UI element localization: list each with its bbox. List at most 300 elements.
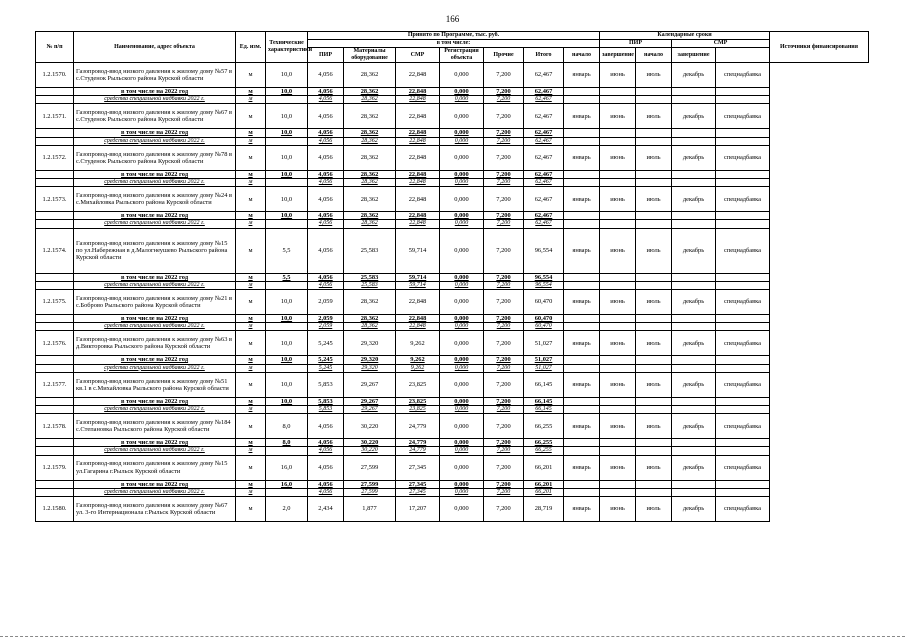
registration-cell: 0,000 bbox=[440, 179, 484, 187]
table-row bbox=[36, 145, 869, 170]
empty-cell bbox=[636, 406, 672, 414]
materials-cell: 29,267 bbox=[344, 372, 396, 397]
empty-cell bbox=[716, 137, 770, 145]
table-row bbox=[36, 187, 869, 212]
smr-cell: 23,825 bbox=[396, 406, 440, 414]
empty-cell bbox=[672, 273, 716, 281]
year-subtotal-label: в том числе на 2022 год bbox=[74, 356, 236, 364]
year-subtotal-label: в том числе на 2022 год bbox=[74, 315, 236, 323]
smr-cell: 24,779 bbox=[396, 414, 440, 439]
other-cell: 7,200 bbox=[484, 488, 524, 496]
header-smr: СМР bbox=[396, 48, 440, 63]
empty-cell bbox=[266, 488, 308, 496]
object-name: Газопровод-ввод низкого давления к жилому дому №15 по ул.Набережная в д.Малогнеушево Рыльского района Курской области bbox=[74, 228, 236, 273]
empty-cell bbox=[600, 273, 636, 281]
total-cell: 62,467 bbox=[524, 129, 564, 137]
smr-start-cell: июль bbox=[636, 331, 672, 356]
empty-cell bbox=[36, 129, 74, 137]
smr-cell: 22,848 bbox=[396, 63, 440, 88]
empty-cell bbox=[564, 96, 600, 104]
empty-cell bbox=[564, 220, 600, 228]
empty-cell bbox=[600, 406, 636, 414]
smr-cell: 22,848 bbox=[396, 323, 440, 331]
unit-cell: м bbox=[236, 187, 266, 212]
row-number: 1.2.1572. bbox=[36, 145, 74, 170]
empty-cell bbox=[564, 397, 600, 405]
source-cell: спецнадбавка bbox=[716, 63, 770, 88]
materials-cell: 28,362 bbox=[344, 315, 396, 323]
unit-cell: м bbox=[236, 439, 266, 447]
source-cell: спецнадбавка bbox=[716, 372, 770, 397]
empty-cell bbox=[672, 397, 716, 405]
materials-cell: 1,877 bbox=[344, 497, 396, 522]
empty-cell bbox=[636, 397, 672, 405]
special-surcharge-label: средства специальной надбавки 2022 г. bbox=[74, 96, 236, 104]
tech-cell: 10,0 bbox=[266, 356, 308, 364]
empty-cell bbox=[672, 480, 716, 488]
smr-cell: 24,779 bbox=[396, 439, 440, 447]
other-cell: 7,200 bbox=[484, 364, 524, 372]
registration-cell: 0,000 bbox=[440, 480, 484, 488]
registration-cell: 0,000 bbox=[440, 137, 484, 145]
unit-cell: м bbox=[236, 212, 266, 220]
registration-cell: 0,000 bbox=[440, 364, 484, 372]
table-body bbox=[36, 63, 869, 522]
special-surcharge-row bbox=[36, 488, 869, 496]
empty-cell bbox=[672, 281, 716, 289]
unit-cell: м bbox=[236, 406, 266, 414]
materials-cell: 30,220 bbox=[344, 414, 396, 439]
pir-start-cell: январь bbox=[564, 145, 600, 170]
special-surcharge-label: средства специальной надбавки 2022 г. bbox=[74, 281, 236, 289]
empty-cell bbox=[36, 439, 74, 447]
registration-cell: 0,000 bbox=[440, 331, 484, 356]
year-subtotal-row bbox=[36, 356, 869, 364]
smr-cell: 22,848 bbox=[396, 104, 440, 129]
pir-cell: 4,056 bbox=[308, 480, 344, 488]
materials-cell: 29,320 bbox=[344, 356, 396, 364]
empty-cell bbox=[564, 212, 600, 220]
registration-cell: 0,000 bbox=[440, 406, 484, 414]
empty-cell bbox=[672, 96, 716, 104]
pir-cell: 4,056 bbox=[308, 145, 344, 170]
other-cell: 7,200 bbox=[484, 406, 524, 414]
header-accepted: Принято по Программе, тыс. руб. bbox=[308, 32, 600, 40]
tech-cell: 10,0 bbox=[266, 290, 308, 315]
total-cell: 66,145 bbox=[524, 406, 564, 414]
tech-cell: 10,0 bbox=[266, 315, 308, 323]
source-cell: спецнадбавка bbox=[716, 187, 770, 212]
object-name: Газопровод-ввод низкого давления к жилому дому №67 ул. 3-го Интернационала г.Рыльск Курской области bbox=[74, 497, 236, 522]
pir-cell: 2,059 bbox=[308, 323, 344, 331]
smr-end-cell: декабрь bbox=[672, 104, 716, 129]
pir-cell: 4,056 bbox=[308, 187, 344, 212]
smr-cell: 22,848 bbox=[396, 88, 440, 96]
pir-start-cell: январь bbox=[564, 187, 600, 212]
table-row bbox=[36, 372, 869, 397]
special-surcharge-label: средства специальной надбавки 2022 г. bbox=[74, 137, 236, 145]
materials-cell: 28,362 bbox=[344, 179, 396, 187]
empty-cell bbox=[672, 364, 716, 372]
empty-cell bbox=[716, 220, 770, 228]
other-cell: 7,200 bbox=[484, 145, 524, 170]
source-cell: спецнадбавка bbox=[716, 228, 770, 273]
unit-cell: м bbox=[236, 331, 266, 356]
other-cell: 7,200 bbox=[484, 439, 524, 447]
source-cell: спецнадбавка bbox=[716, 290, 770, 315]
smr-cell: 22,848 bbox=[396, 220, 440, 228]
materials-cell: 28,362 bbox=[344, 323, 396, 331]
empty-cell bbox=[672, 356, 716, 364]
empty-cell bbox=[564, 406, 600, 414]
unit-cell: м bbox=[236, 137, 266, 145]
pir-start-cell: январь bbox=[564, 372, 600, 397]
empty-cell bbox=[600, 315, 636, 323]
year-subtotal-label: в том числе на 2022 год bbox=[74, 88, 236, 96]
unit-cell: м bbox=[236, 488, 266, 496]
smr-cell: 27,345 bbox=[396, 455, 440, 480]
pir-cell: 4,056 bbox=[308, 104, 344, 129]
smr-end-cell: декабрь bbox=[672, 497, 716, 522]
pir-cell: 4,056 bbox=[308, 137, 344, 145]
pir-cell: 4,056 bbox=[308, 179, 344, 187]
pir-cell: 5,853 bbox=[308, 406, 344, 414]
table-row bbox=[36, 63, 869, 88]
registration-cell: 0,000 bbox=[440, 104, 484, 129]
other-cell: 7,200 bbox=[484, 273, 524, 281]
empty-cell bbox=[672, 88, 716, 96]
table-row bbox=[36, 455, 869, 480]
smr-end-cell: декабрь bbox=[672, 63, 716, 88]
empty-cell bbox=[672, 315, 716, 323]
registration-cell: 0,000 bbox=[440, 129, 484, 137]
header-start-pir: начало bbox=[564, 48, 600, 63]
empty-cell bbox=[36, 220, 74, 228]
smr-start-cell: июль bbox=[636, 372, 672, 397]
empty-cell bbox=[716, 364, 770, 372]
registration-cell: 0,000 bbox=[440, 212, 484, 220]
special-surcharge-label: средства специальной надбавки 2022 г. bbox=[74, 406, 236, 414]
materials-cell: 25,583 bbox=[344, 281, 396, 289]
row-number: 1.2.1577. bbox=[36, 372, 74, 397]
tech-cell: 10,0 bbox=[266, 187, 308, 212]
smr-cell: 59,714 bbox=[396, 228, 440, 273]
header-other: Прочие bbox=[484, 48, 524, 63]
empty-cell bbox=[716, 179, 770, 187]
table-row bbox=[36, 104, 869, 129]
smr-cell: 27,345 bbox=[396, 480, 440, 488]
row-number: 1.2.1575. bbox=[36, 290, 74, 315]
tech-cell: 10,0 bbox=[266, 372, 308, 397]
total-cell: 62,467 bbox=[524, 88, 564, 96]
unit-cell: м bbox=[236, 145, 266, 170]
other-cell: 7,200 bbox=[484, 187, 524, 212]
unit-cell: м bbox=[236, 104, 266, 129]
smr-cell: 9,262 bbox=[396, 356, 440, 364]
unit-cell: м bbox=[236, 356, 266, 364]
pir-cell: 2,059 bbox=[308, 315, 344, 323]
object-name: Газопровод-ввод низкого давления к жилому дому №21 в с.Боброво Рыльского района Курской области bbox=[74, 290, 236, 315]
special-surcharge-label: средства специальной надбавки 2022 г. bbox=[74, 447, 236, 455]
smr-start-cell: июль bbox=[636, 497, 672, 522]
unit-cell: м bbox=[236, 364, 266, 372]
pir-end-cell: июнь bbox=[600, 455, 636, 480]
header-calendar: Календарные сроки bbox=[600, 32, 770, 40]
pir-start-cell: январь bbox=[564, 63, 600, 88]
empty-cell bbox=[716, 212, 770, 220]
year-subtotal-row bbox=[36, 439, 869, 447]
other-cell: 7,200 bbox=[484, 455, 524, 480]
smr-end-cell: декабрь bbox=[672, 290, 716, 315]
empty-cell bbox=[564, 364, 600, 372]
materials-cell: 28,362 bbox=[344, 96, 396, 104]
table-row bbox=[36, 331, 869, 356]
tech-cell: 2,0 bbox=[266, 497, 308, 522]
object-name: Газопровод-ввод низкого давления к жилому дому №78 в с.Студенок Рыльского района Курской области bbox=[74, 145, 236, 170]
materials-cell: 30,220 bbox=[344, 447, 396, 455]
other-cell: 7,200 bbox=[484, 220, 524, 228]
tech-cell: 16,0 bbox=[266, 480, 308, 488]
empty-cell bbox=[266, 137, 308, 145]
empty-cell bbox=[36, 281, 74, 289]
smr-start-cell: июль bbox=[636, 145, 672, 170]
year-subtotal-label: в том числе на 2022 год bbox=[74, 439, 236, 447]
other-cell: 7,200 bbox=[484, 137, 524, 145]
empty-cell bbox=[600, 96, 636, 104]
smr-cell: 22,848 bbox=[396, 129, 440, 137]
empty-cell bbox=[36, 88, 74, 96]
empty-cell bbox=[600, 212, 636, 220]
tech-cell: 5,5 bbox=[266, 228, 308, 273]
registration-cell: 0,000 bbox=[440, 372, 484, 397]
unit-cell: м bbox=[236, 455, 266, 480]
empty-cell bbox=[672, 170, 716, 178]
source-cell: спецнадбавка bbox=[716, 331, 770, 356]
empty-cell bbox=[564, 356, 600, 364]
registration-cell: 0,000 bbox=[440, 187, 484, 212]
smr-cell: 22,848 bbox=[396, 212, 440, 220]
materials-cell: 28,362 bbox=[344, 104, 396, 129]
empty-cell bbox=[636, 179, 672, 187]
smr-cell: 23,825 bbox=[396, 397, 440, 405]
year-subtotal-label: в том числе на 2022 год bbox=[74, 212, 236, 220]
empty-cell bbox=[716, 273, 770, 281]
unit-cell: м bbox=[236, 397, 266, 405]
empty-cell bbox=[564, 88, 600, 96]
empty-cell bbox=[600, 488, 636, 496]
pir-end-cell: июнь bbox=[600, 497, 636, 522]
other-cell: 7,200 bbox=[484, 480, 524, 488]
materials-cell: 28,362 bbox=[344, 220, 396, 228]
smr-cell: 59,714 bbox=[396, 281, 440, 289]
pir-cell: 2,059 bbox=[308, 290, 344, 315]
total-cell: 62,467 bbox=[524, 63, 564, 88]
tech-cell: 10,0 bbox=[266, 331, 308, 356]
total-cell: 96,554 bbox=[524, 228, 564, 273]
empty-cell bbox=[716, 88, 770, 96]
unit-cell: м bbox=[236, 447, 266, 455]
header-materials: Материалы оборудование bbox=[344, 48, 396, 63]
unit-cell: м bbox=[236, 480, 266, 488]
empty-cell bbox=[564, 170, 600, 178]
empty-cell bbox=[564, 480, 600, 488]
year-subtotal-row bbox=[36, 129, 869, 137]
other-cell: 7,200 bbox=[484, 356, 524, 364]
smr-cell: 9,262 bbox=[396, 364, 440, 372]
total-cell: 28,719 bbox=[524, 497, 564, 522]
year-subtotal-label: в том числе на 2022 год bbox=[74, 397, 236, 405]
total-cell: 62,467 bbox=[524, 170, 564, 178]
pir-start-cell: январь bbox=[564, 455, 600, 480]
empty-cell bbox=[636, 488, 672, 496]
source-cell: спецнадбавка bbox=[716, 455, 770, 480]
object-name: Газопровод-ввод низкого давления к жилому дому №51 кв.1 в с.Михайловка Рыльского района Курской области bbox=[74, 372, 236, 397]
pir-cell: 4,056 bbox=[308, 228, 344, 273]
special-surcharge-row bbox=[36, 137, 869, 145]
header-end-smr: завершение bbox=[672, 48, 716, 63]
empty-cell bbox=[636, 356, 672, 364]
empty-cell bbox=[36, 447, 74, 455]
header-source: Источники финансирования bbox=[770, 32, 869, 63]
pir-cell: 4,056 bbox=[308, 212, 344, 220]
total-cell: 66,201 bbox=[524, 488, 564, 496]
registration-cell: 0,000 bbox=[440, 497, 484, 522]
smr-start-cell: июль bbox=[636, 290, 672, 315]
other-cell: 7,200 bbox=[484, 290, 524, 315]
empty-cell bbox=[564, 137, 600, 145]
header-unit: Ед. изм. bbox=[236, 32, 266, 63]
pir-start-cell: январь bbox=[564, 331, 600, 356]
smr-end-cell: декабрь bbox=[672, 372, 716, 397]
empty-cell bbox=[636, 212, 672, 220]
registration-cell: 0,000 bbox=[440, 63, 484, 88]
special-surcharge-label: средства специальной надбавки 2022 г. bbox=[74, 364, 236, 372]
tech-cell: 5,5 bbox=[266, 273, 308, 281]
total-cell: 66,201 bbox=[524, 455, 564, 480]
pir-cell: 2,434 bbox=[308, 497, 344, 522]
smr-cell: 24,779 bbox=[396, 447, 440, 455]
other-cell: 7,200 bbox=[484, 212, 524, 220]
empty-cell bbox=[716, 129, 770, 137]
other-cell: 7,200 bbox=[484, 281, 524, 289]
row-number: 1.2.1574. bbox=[36, 228, 74, 273]
pir-cell: 4,056 bbox=[308, 129, 344, 137]
empty-cell bbox=[36, 406, 74, 414]
smr-end-cell: декабрь bbox=[672, 455, 716, 480]
total-cell: 62,467 bbox=[524, 220, 564, 228]
unit-cell: м bbox=[236, 281, 266, 289]
empty-cell bbox=[266, 447, 308, 455]
empty-cell bbox=[600, 480, 636, 488]
total-cell: 66,255 bbox=[524, 439, 564, 447]
pir-end-cell: июнь bbox=[600, 63, 636, 88]
pir-start-cell: январь bbox=[564, 290, 600, 315]
other-cell: 7,200 bbox=[484, 88, 524, 96]
registration-cell: 0,000 bbox=[440, 488, 484, 496]
smr-end-cell: декабрь bbox=[672, 228, 716, 273]
empty-cell bbox=[600, 88, 636, 96]
total-cell: 62,467 bbox=[524, 187, 564, 212]
tech-cell: 10,0 bbox=[266, 212, 308, 220]
empty-cell bbox=[716, 406, 770, 414]
empty-cell bbox=[636, 323, 672, 331]
header-cal-pir: ПИР bbox=[600, 40, 672, 48]
header-name: Наименование, адрес объекта bbox=[74, 32, 236, 63]
year-subtotal-label: в том числе на 2022 год bbox=[74, 170, 236, 178]
empty-cell bbox=[600, 281, 636, 289]
other-cell: 7,200 bbox=[484, 447, 524, 455]
empty-cell bbox=[672, 220, 716, 228]
unit-cell: м bbox=[236, 63, 266, 88]
tech-cell: 10,0 bbox=[266, 88, 308, 96]
tech-cell: 10,0 bbox=[266, 129, 308, 137]
year-subtotal-label: в том числе на 2022 год bbox=[74, 480, 236, 488]
empty-cell bbox=[600, 356, 636, 364]
empty-cell bbox=[600, 179, 636, 187]
materials-cell: 29,320 bbox=[344, 331, 396, 356]
empty-cell bbox=[600, 137, 636, 145]
empty-cell bbox=[564, 129, 600, 137]
empty-cell bbox=[636, 273, 672, 281]
header-incl: в том числе: bbox=[308, 40, 600, 48]
row-number: 1.2.1580. bbox=[36, 497, 74, 522]
other-cell: 7,200 bbox=[484, 315, 524, 323]
unit-cell: м bbox=[236, 497, 266, 522]
empty-cell bbox=[600, 397, 636, 405]
pir-cell: 4,056 bbox=[308, 273, 344, 281]
empty-cell bbox=[564, 488, 600, 496]
tech-cell: 10,0 bbox=[266, 397, 308, 405]
smr-start-cell: июль bbox=[636, 414, 672, 439]
pir-cell: 4,056 bbox=[308, 439, 344, 447]
smr-end-cell: декабрь bbox=[672, 414, 716, 439]
empty-cell bbox=[266, 364, 308, 372]
smr-start-cell: июль bbox=[636, 63, 672, 88]
other-cell: 7,200 bbox=[484, 104, 524, 129]
row-number: 1.2.1579. bbox=[36, 455, 74, 480]
other-cell: 7,200 bbox=[484, 497, 524, 522]
materials-cell: 28,362 bbox=[344, 212, 396, 220]
total-cell: 62,467 bbox=[524, 96, 564, 104]
total-cell: 51,027 bbox=[524, 356, 564, 364]
special-surcharge-row bbox=[36, 179, 869, 187]
materials-cell: 28,362 bbox=[344, 145, 396, 170]
tech-cell: 16,0 bbox=[266, 455, 308, 480]
pir-cell: 5,245 bbox=[308, 364, 344, 372]
materials-cell: 28,362 bbox=[344, 129, 396, 137]
pir-end-cell: июнь bbox=[600, 228, 636, 273]
registration-cell: 0,000 bbox=[440, 323, 484, 331]
year-subtotal-row bbox=[36, 170, 869, 178]
empty-cell bbox=[564, 273, 600, 281]
empty-cell bbox=[36, 488, 74, 496]
materials-cell: 25,583 bbox=[344, 273, 396, 281]
other-cell: 7,200 bbox=[484, 96, 524, 104]
materials-cell: 29,267 bbox=[344, 406, 396, 414]
registration-cell: 0,000 bbox=[440, 170, 484, 178]
smr-cell: 22,848 bbox=[396, 315, 440, 323]
empty-cell bbox=[636, 439, 672, 447]
total-cell: 60,470 bbox=[524, 290, 564, 315]
registration-cell: 0,000 bbox=[440, 356, 484, 364]
total-cell: 51,027 bbox=[524, 331, 564, 356]
special-surcharge-row bbox=[36, 220, 869, 228]
tech-cell: 10,0 bbox=[266, 104, 308, 129]
empty-cell bbox=[266, 179, 308, 187]
materials-cell: 25,583 bbox=[344, 228, 396, 273]
empty-cell bbox=[636, 96, 672, 104]
smr-start-cell: июль bbox=[636, 104, 672, 129]
